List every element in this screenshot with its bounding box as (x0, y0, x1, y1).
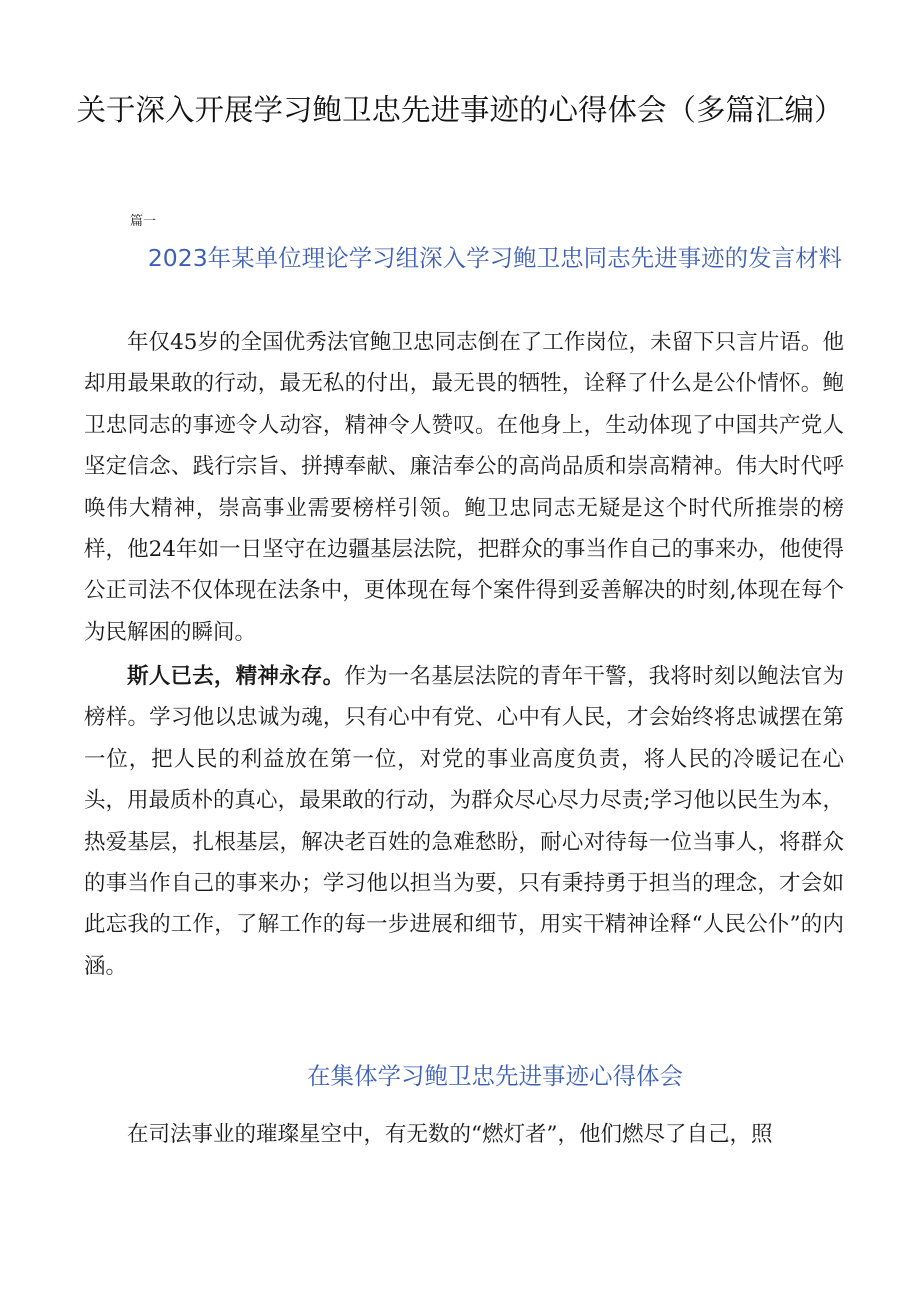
section-1-paragraph-2 (84, 656, 844, 987)
paragraph-lead-sentence: 斯人已去，精神永存。 (127, 664, 345, 689)
section-label: 篇一 (130, 214, 157, 229)
section-2-paragraph-1: 在司法事业的璀璨星空中，有无数的“燃灯者”，他们燃尽了自己，照 (127, 1122, 773, 1147)
paragraph-body: 作为一名基层法院的青年干警，我将时刻以鲍法官为榜样。学习他以忠诚为魂，只有心中有党、心中有人民，才会始终将忠诚摆在第一位，把人民的利益放在第一位，对党的事业高度负责，将人民的冷暖记在心头，用最质朴的真心，最果敢的行动，为群众尽心尽力尽责;学习他以民生为本，热爱基层，扎根基层，解决老百姓的急难愁盼，耐心对待每一位当事人，将群众的事当作自己的事来办；学习他以担当为要，只有秉持勇于担当的理念，才会如此忘我的工作，了解工作的每一步进展和细节，用实干精神诠释“人民公仆”的内涵。 (84, 664, 844, 979)
section-1-paragraph-1: 年仅45岁的全国优秀法官鲍卫忠同志倒在了工作岗位，未留下只言片语。他却用最果敢的行动，最无私的付出，最无畏的牺牲，诠释了什么是公仆情怀。鲍卫忠同志的事迹令人动容，精神令人赞叹。在他身上，生动体现了中国共产党人坚定信念、践行宗旨、拼搏奉献、廉洁奉公的高尚品质和崇高精神。伟大时代呼唤伟大精神，崇高事业需要榜样引领。鲍卫忠同志无疑是这个时代所推崇的榜样，他24年如一日坚守在边疆基层法院，把群众的事当作自己的事来办，他使得公正司法不仅体现在法条中，更体现在每个案件得到妥善解决的时刻,体现在每个为民解困的瞬间。 (84, 330, 844, 645)
document-title: 关于深入开展学习鲍卫忠先进事迹的心得体会（多篇汇编） (76, 93, 844, 127)
section-1-title: 2023年某单位理论学习组深入学习鲍卫忠同志先进事迹的发言材料 (147, 244, 843, 272)
section-2-title: 在集体学习鲍卫忠先进事迹心得体会 (307, 1062, 683, 1090)
